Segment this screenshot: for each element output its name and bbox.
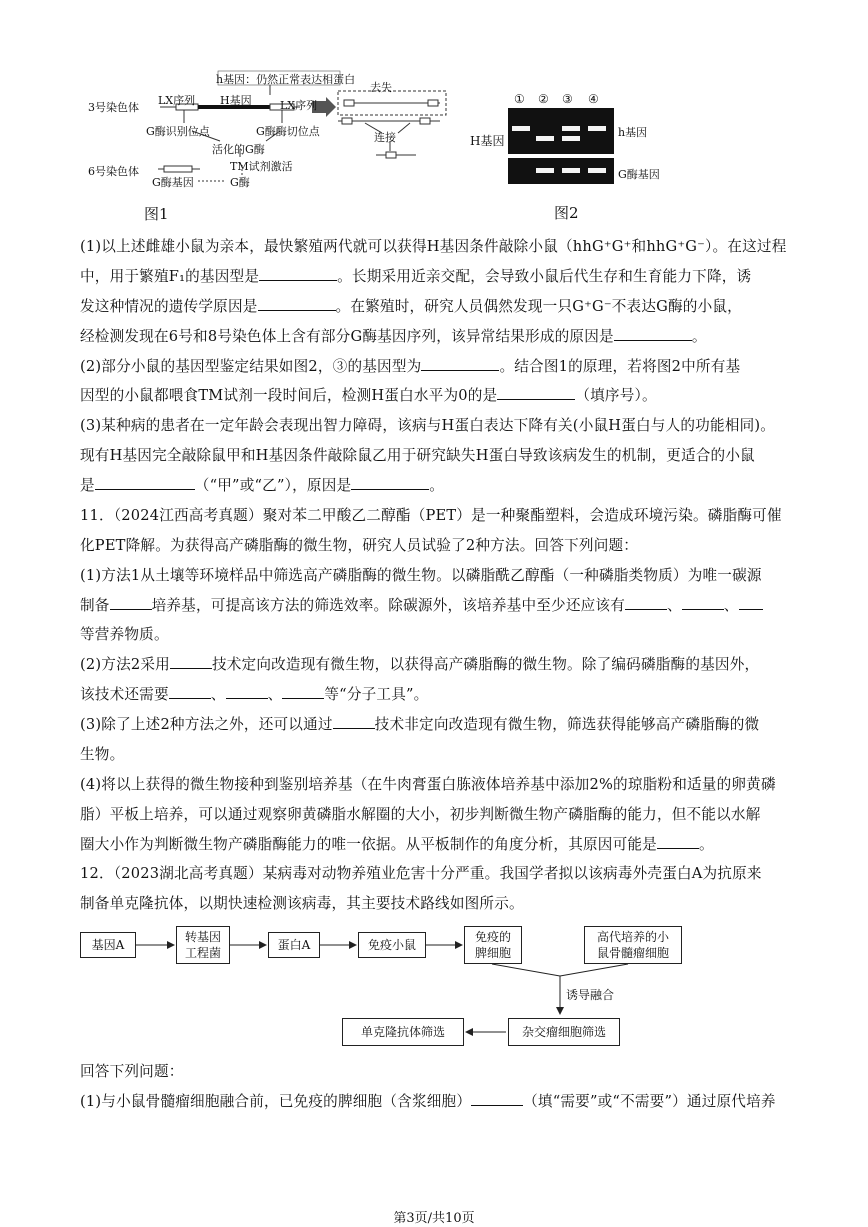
band <box>588 168 606 173</box>
h-gene-label: H基因 <box>220 94 252 107</box>
g-band-label: G酶基因 <box>618 168 660 181</box>
band <box>562 126 580 131</box>
q2-line-2: 因型的小鼠都喂食TM试剂一段时间后，检测H蛋白水平为0的是 （填序号）。 <box>80 387 657 404</box>
p11-line-2: 化PET降解。为获得高产磷脂酶的微生物，研究人员试验了2种方法。回答下列问题： <box>80 537 639 554</box>
h-gene-note: h基因：仍然正常表达相蛋白 <box>216 73 356 86</box>
gel-top <box>508 108 614 154</box>
g-gene-label: G酶基因 <box>152 176 194 189</box>
p12-answer-prompt: 回答下列问题： <box>80 1063 184 1080</box>
h-gene-row-label: H基因 <box>470 134 505 148</box>
band <box>536 136 554 141</box>
answer-blank[interactable] <box>471 1092 523 1106</box>
lane-1: ① <box>514 92 525 106</box>
answer-blank[interactable] <box>110 596 152 610</box>
q1-line-2: 中，用于繁殖F₁的基因型是 。长期采用近亲交配，会导致小鼠后代生存和生育能力下降，诱 <box>80 268 752 285</box>
gel-bottom <box>508 158 614 184</box>
flow-protein-a: 蛋白A <box>268 932 320 958</box>
answer-blank[interactable] <box>657 835 699 849</box>
q1-line-4: 经检测发现在6号和8号染色体上含有部分G酶基因序列，该异常结果形成的原因是 。 <box>80 328 707 345</box>
answer-blank[interactable] <box>333 715 375 729</box>
p11-q1-line-1: (1)方法1从土壤等环境样品中筛选高产磷脂酶的微生物。以磷脂酰乙醇酯（一种磷脂类物质）为唯一碳源 <box>80 567 762 584</box>
answer-blank[interactable] <box>259 267 337 281</box>
p11-line-1: 11．（2024江西高考真题）聚对苯二甲酸乙二醇酯（PET）是一种聚酯塑料，会造成环境污染。磷脂酶可催 <box>80 507 782 524</box>
answer-blank[interactable] <box>739 596 763 610</box>
band <box>562 136 580 141</box>
answer-blank[interactable] <box>258 297 336 311</box>
p11-q1-line-3: 等营养物质。 <box>80 626 169 643</box>
band <box>588 126 606 131</box>
flow-gene-a: 基因A <box>80 932 136 958</box>
flow-hybridoma: 杂交瘤细胞筛选 <box>508 1018 620 1046</box>
lx-right-label: LX序列 <box>280 99 318 112</box>
figure-1-drawing <box>80 65 460 225</box>
answer-blank[interactable] <box>169 685 211 699</box>
answer-blank[interactable] <box>351 476 429 490</box>
answer-blank[interactable] <box>625 596 667 610</box>
p11-q3-line-2: 生物。 <box>80 746 125 763</box>
band <box>536 168 554 173</box>
band <box>512 126 530 131</box>
p11-q4-line-2: 脂）平板上培养，可以通过观察卵黄磷脂水解圈的大小，初步判断微生物产磷脂酶的能力，但不能以水解 <box>80 806 761 823</box>
answer-blank[interactable] <box>170 655 212 669</box>
flow-induce-label: 诱导融合 <box>566 988 615 1002</box>
answer-blank[interactable] <box>497 386 575 400</box>
g-cut-right-label: G酶酶切位点 <box>256 125 320 138</box>
answer-blank[interactable] <box>421 357 499 371</box>
q1-line-3: 发这种情况的遗传学原因是 。在繁殖时，研究人员偶然发现一只G⁺G⁻不表达G酶的小鼠， <box>80 298 742 315</box>
q3-line-1: (3)某种病的患者在一定年龄会表现出智力障碍，该病与H蛋白表达下降有关(小鼠H蛋白与人的功能相同)。 <box>80 417 776 434</box>
lane-4: ④ <box>588 92 599 106</box>
chr6-label: 6号染色体 <box>88 165 139 178</box>
answer-blank[interactable] <box>226 685 268 699</box>
p12-q1-line-1: (1)与小鼠骨髓瘤细胞融合前，已免疫的脾细胞（含浆细胞） （填“需要”或“不需要”）通过原代培养 <box>80 1093 776 1110</box>
q1-line-1: (1)以上述雌雄小鼠为亲本，最快繁殖两代就可以获得H基因条件敲除小鼠（hhG⁺G⁺和hhG⁺G⁻）。在这过程 <box>80 238 787 255</box>
figure-2-caption: 图2 <box>554 204 579 222</box>
figure-2 <box>470 92 700 222</box>
p12-line-1: 12．（2023湖北高考真题）某病毒对动物养殖业危害十分严重。我国学者拟以该病毒外壳蛋白A为抗原来 <box>80 865 762 882</box>
p11-q4-line-1: (4)将以上获得的微生物接种到鉴别培养基（在牛肉膏蛋白胨液体培养基中添加2%的琼脂粉和适量的卵黄磷 <box>80 776 776 793</box>
q3-line-3: 是 （“甲”或“乙”），原因是 。 <box>80 477 445 494</box>
active-g-label: 活化的G酶 <box>212 143 265 156</box>
p11-q1-line-2: 制备 培养基，可提高该方法的筛选效率。除碳源外，该培养基中至少还应该有 、 、 <box>80 596 790 616</box>
flow-transgenic: 转基因 工程菌 <box>176 926 230 964</box>
q3-line-2: 现有H基因完全敲除鼠甲和H基因条件敲除鼠乙用于研究缺失H蛋白导致该病发生的机制，更适合的小鼠 <box>80 447 755 464</box>
flow-immune-mouse: 免疫小鼠 <box>358 932 426 958</box>
g-cut-left-label: G酶识别位点 <box>146 125 210 138</box>
connect-label: 连接 <box>374 131 396 144</box>
chr3-label: 3号染色体 <box>88 101 139 114</box>
flow-spleen: 免疫的 脾细胞 <box>464 926 522 964</box>
h-band-label: h基因 <box>618 126 648 139</box>
p11-q3-line-1: (3)除了上述2种方法之外，还可以通过 技术非定向改造现有微生物，筛选获得能够高产磷脂酶的微 <box>80 716 760 733</box>
lane-3: ③ <box>562 92 573 106</box>
answer-blank[interactable] <box>95 476 195 490</box>
tm-label: TM试剂激活 <box>230 160 293 173</box>
q2-line-1: (2)部分小鼠的基因型鉴定结果如图2，③的基因型为 。结合图1的原理，若将图2中所有基 <box>80 358 741 375</box>
p11-q2-line-1: (2)方法2采用 技术定向改造现有微生物，以获得高产磷脂酶的微生物。除了编码磷脂酶的基因外， <box>80 656 760 673</box>
lane-2: ② <box>538 92 549 106</box>
p11-q4-line-3: 圈大小作为判断微生物产磷脂酶能力的唯一依据。从平板制作的角度分析，其原因可能是 。 <box>80 836 714 853</box>
answer-blank[interactable] <box>614 327 692 341</box>
cut-label: 去失 <box>370 81 392 94</box>
band <box>562 168 580 173</box>
figure-1 <box>80 65 460 225</box>
p11-q2-line-2: 该技术还需要 、 、 等“分子工具”。 <box>80 686 429 703</box>
flow-diagram <box>80 924 700 1054</box>
flow-mab: 单克隆抗体筛选 <box>342 1018 464 1046</box>
lx-left-label: LX序列 <box>158 94 196 107</box>
answer-blank[interactable] <box>282 685 324 699</box>
p12-line-2: 制备单克隆抗体，以期快速检测该病毒，其主要技术路线如图所示。 <box>80 895 524 912</box>
g-enzyme-label: G酶 <box>230 176 250 189</box>
flow-myeloma: 高代培养的小 鼠骨髓瘤细胞 <box>584 926 682 964</box>
answer-blank[interactable] <box>682 596 724 610</box>
figure-1-caption: 图1 <box>144 205 169 223</box>
page-footer: 第3页/共10页 <box>393 1211 475 1226</box>
